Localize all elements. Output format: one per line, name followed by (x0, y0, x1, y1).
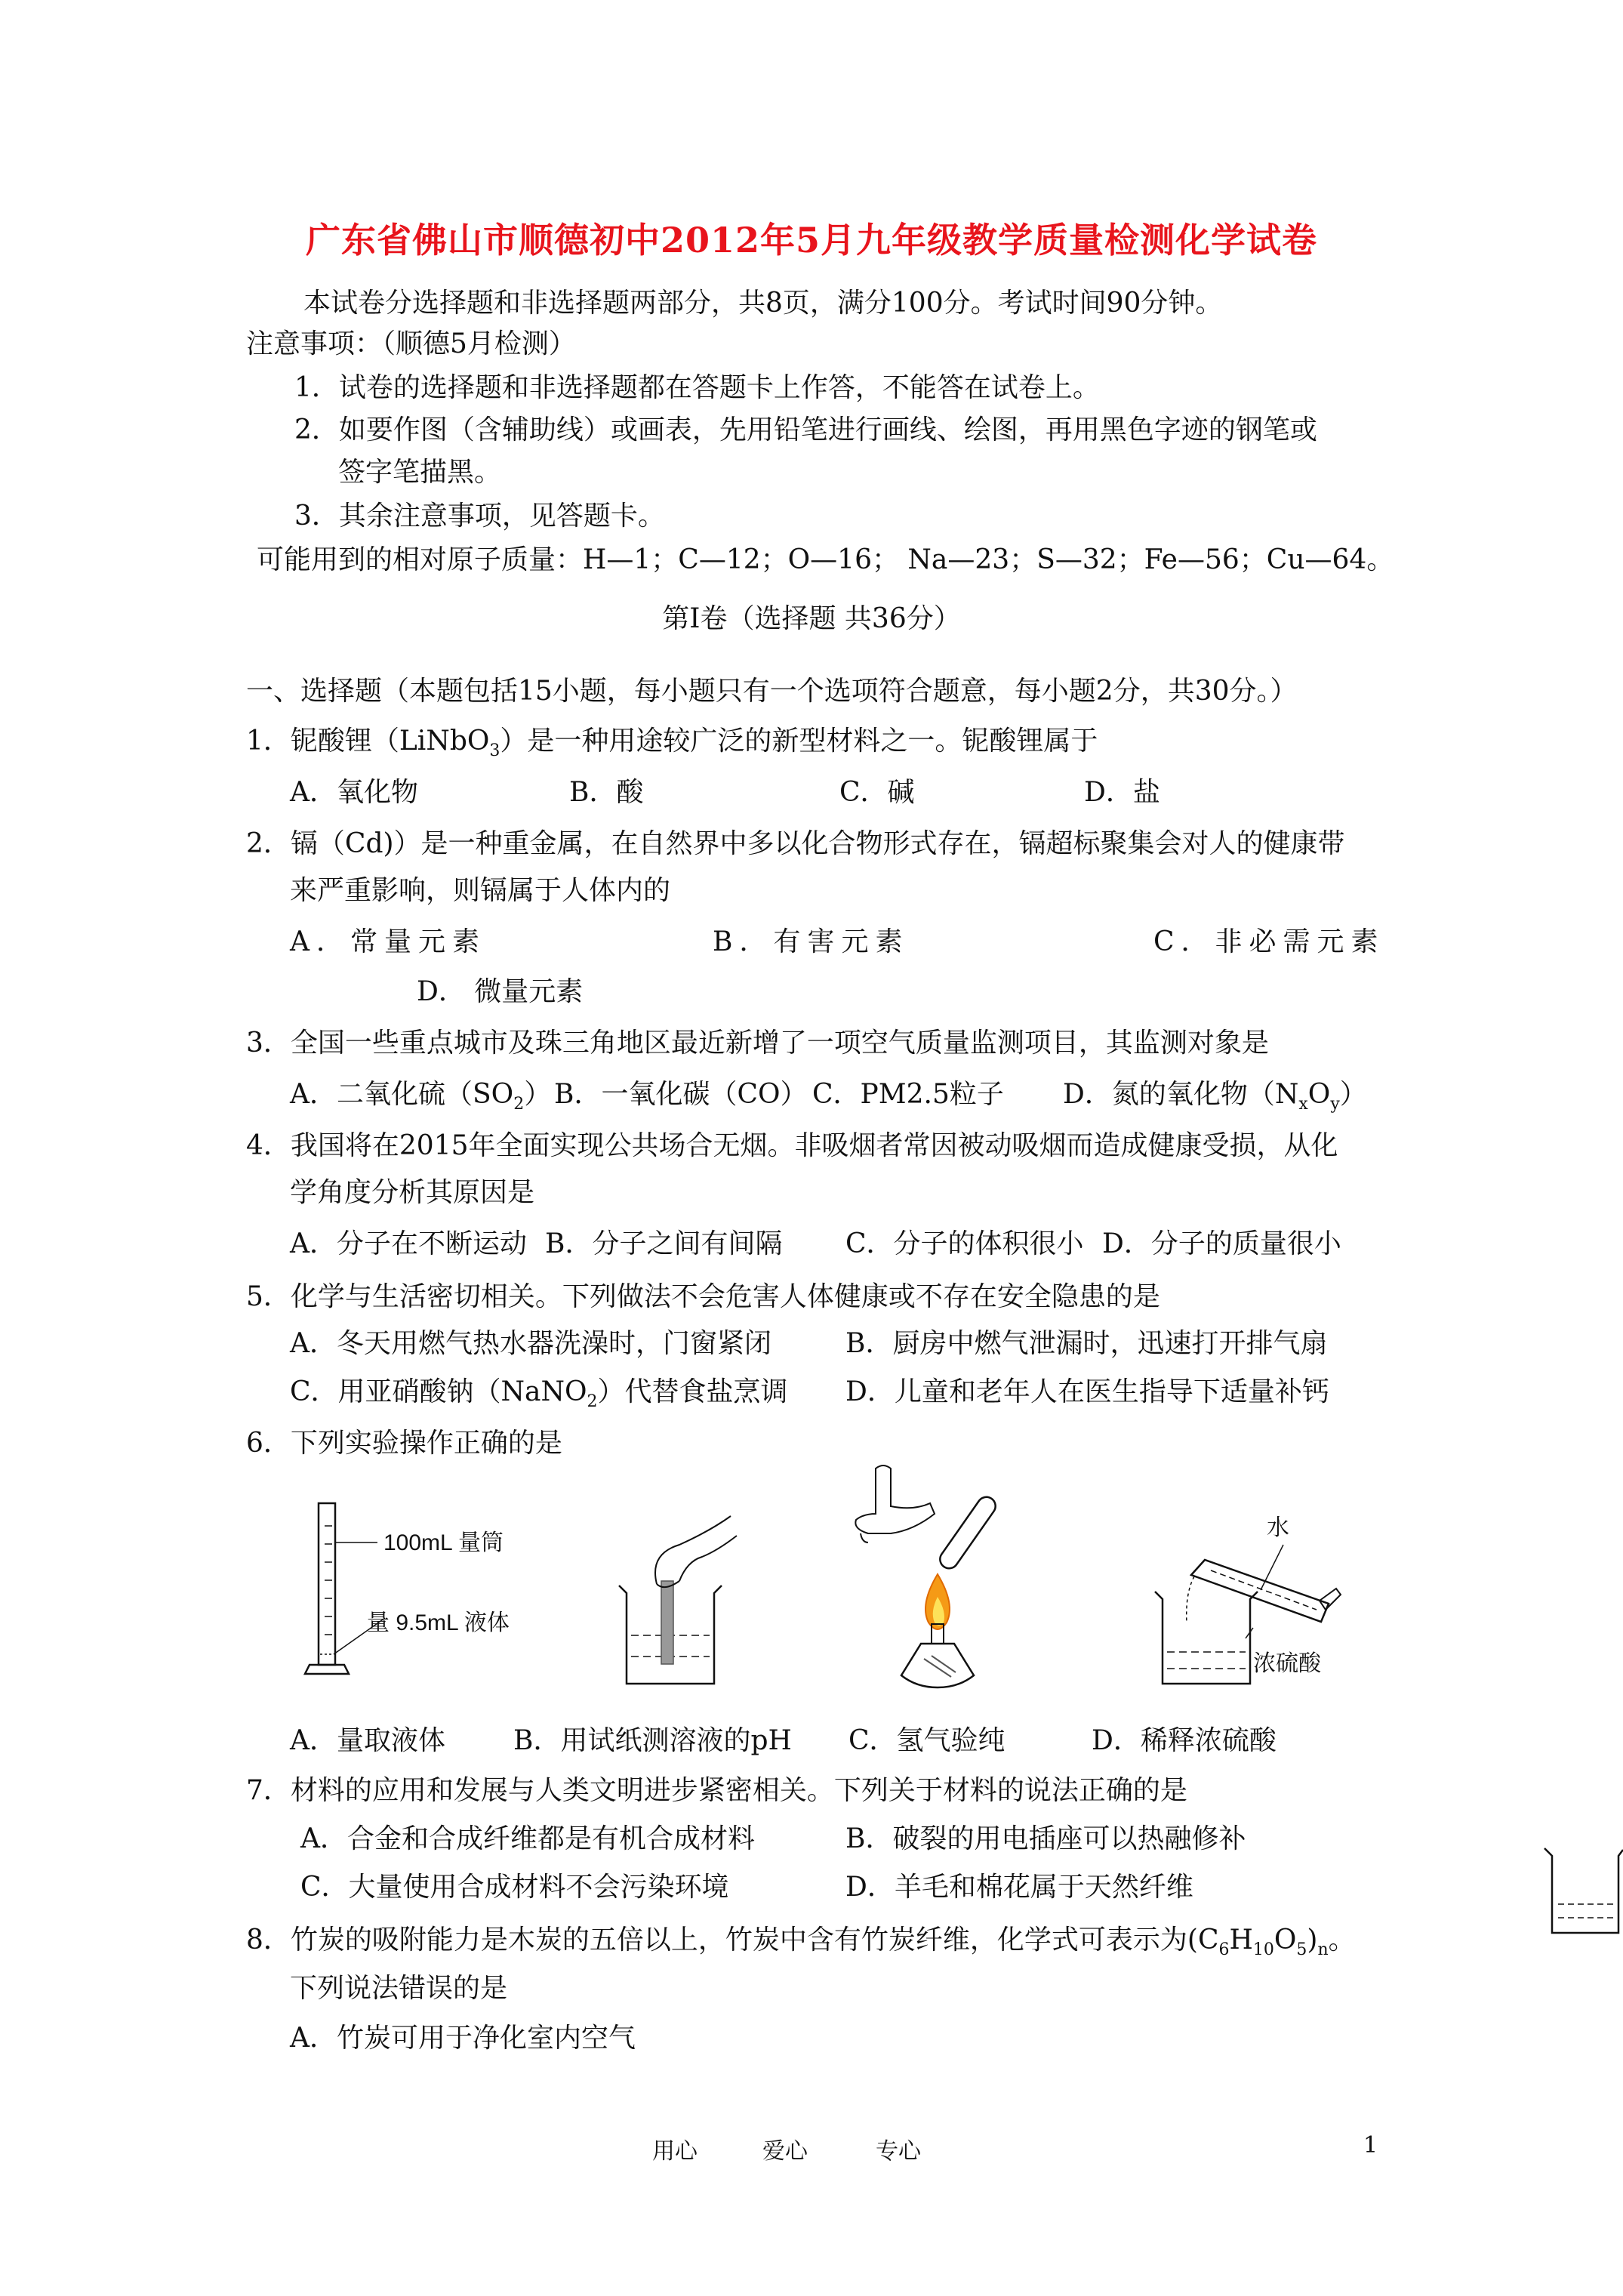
q1-stem: 1．铌酸锂（LiNbO$_3$）是一种用途较广泛的新型材料之一。铌酸锂属于 (246, 726, 1098, 761)
q7-option-d: D．羊毛和棉花属于天然纤维 (845, 1872, 1193, 1903)
footer-item-3: 专心 (876, 2138, 921, 2165)
beaker-icon (1540, 1842, 1623, 1940)
notice-heading: 注意事项：（顺德5月检测） (246, 328, 576, 359)
q2-option-b: B．有害元素 (713, 926, 910, 957)
q2-stem-line2: 来严重影响，则镉属于人体内的 (290, 875, 671, 906)
q3-option-b: B．一氧化碳（CO） (554, 1079, 808, 1110)
q8-option-a: A．竹炭可用于净化室内空气 (290, 2023, 636, 2054)
q8-stem: 8．竹炭的吸附能力是木炭的五倍以上，竹炭中含有竹炭纤维，化学式可表示为$(C_6H_{10}O_5)_n$。 (246, 1925, 1356, 1960)
q2-option-c: C．非必需元素 (1153, 926, 1385, 957)
q4-stem-line2: 学角度分析其原因是 (290, 1177, 535, 1208)
q4-option-c: C．分子的体积很小 (845, 1228, 1084, 1259)
q5-option-c: C．用亚硝酸钠（NaNO$_2$）代替食盐烹调 (290, 1376, 788, 1412)
page-title: 广东省佛山市顺德初中2012年5月九年级教学质量检测化学试卷 (305, 220, 1318, 260)
q7-option-a: A．合金和合成纤维都是有机合成材料 (300, 1823, 755, 1854)
q2-option-d: D． 微量元素 (417, 976, 584, 1007)
q7-stem: 7．材料的应用和发展与人类文明进步紧密相关。下列关于材料的说法正确的是 (246, 1775, 1187, 1806)
part-heading: 第Ⅰ卷（选择题 共36分） (662, 603, 961, 634)
q6-option-c: C．氢气验纯 (848, 1725, 1006, 1756)
q1-option-b: B．酸 (569, 777, 644, 808)
notice-3: 3．其余注意事项，见答题卡。 (294, 501, 665, 532)
q1-option-a: A．氧化物 (290, 777, 418, 808)
q6-stem: 6．下列实验操作正确的是 (246, 1428, 562, 1459)
q3-option-c: C．PM2.5粒子 (812, 1079, 1004, 1110)
q7-option-b: B．破裂的用电插座可以热融修补 (845, 1823, 1246, 1854)
liquid-label: 量 9.5mL 液体 (367, 1610, 510, 1635)
page-number: 1 (1363, 2132, 1378, 2159)
q3-stem: 3．全国一些重点城市及珠三角地区最近新增了一项空气质量监测项目，其监测对象是 (246, 1028, 1269, 1059)
q4-option-d: D．分子的质量很小 (1102, 1228, 1341, 1259)
q6-option-b: B．用试纸测溶液的pH (513, 1725, 792, 1756)
q7-option-c: C．大量使用合成材料不会污染环境 (300, 1872, 729, 1903)
q4-option-b: B．分子之间有间隔 (545, 1228, 783, 1259)
footer-item-1: 用心 (652, 2138, 698, 2165)
water-label: 水 (1267, 1515, 1289, 1540)
q3-option-d: D．氮的氧化物$(N_xO_y)$ (1063, 1079, 1367, 1114)
q8-stem-line2: 下列说法错误的是 (290, 1973, 508, 2004)
q4-stem-line1: 4．我国将在2015年全面实现公共场合无烟。非吸烟者常因被动吸烟而造成健康受损，从化 (246, 1130, 1338, 1161)
notice-2-cont: 签字笔描黑。 (338, 457, 502, 488)
q5-stem: 5．化学与生活密切相关。下列做法不会危害人体健康或不存在安全隐患的是 (246, 1281, 1160, 1312)
q5-option-b: B．厨房中燃气泄漏时，迅速打开排气扇 (845, 1328, 1328, 1359)
footer-item-2: 爱心 (762, 2138, 808, 2165)
acid-label: 浓硫酸 (1253, 1651, 1321, 1676)
section-heading: 一、选择题（本题包括15小题，每小题只有一个选项符合题意，每小题2分，共30分。） (246, 676, 1298, 707)
q2-stem-line1: 2．镉（Cd)）是一种重金属，在自然界中多以化合物形式存在，镉超标聚集会对人的健康带 (246, 828, 1345, 859)
q4-option-a: A．分子在不断运动 (290, 1228, 527, 1259)
q5-option-d: D．儿童和老年人在医生指导下适量补钙 (845, 1376, 1329, 1407)
q6-option-d: D．稀释浓硫酸 (1092, 1725, 1277, 1756)
q3-option-a: A．二氧化硫$(SO_2)$ (290, 1079, 552, 1114)
cylinder-label: 100mL 量筒 (383, 1530, 504, 1555)
notice-1: 1．试卷的选择题和非选择题都在答题卡上作答，不能答在试卷上。 (294, 372, 1100, 403)
beaker-ph-paper-figure (604, 1509, 755, 1690)
notice-2: 2．如要作图（含辅助线）或画表，先用铅笔进行画线、绘图，再用黑色字迹的钢笔或 (294, 415, 1317, 445)
hydrogen-purity-test-figure (845, 1461, 1057, 1695)
q6-option-a: A．量取液体 (290, 1725, 445, 1756)
q1-option-d: D．盐 (1084, 777, 1160, 808)
q5-option-a: A．冬天用燃气热水器洗澡时，门窗紧闭 (290, 1328, 771, 1359)
q2-option-a: A．常量元素 (290, 926, 486, 957)
atomic-mass-line: 可能用到的相对原子质量：H—1；C—12；O—16； Na—23；S—32；Fe—56；Cu—64。 (257, 544, 1394, 575)
intro-text: 本试卷分选择题和非选择题两部分，共8页，满分100分。考试时间90分钟。 (303, 288, 1223, 319)
q1-option-c: C．碱 (839, 777, 915, 808)
